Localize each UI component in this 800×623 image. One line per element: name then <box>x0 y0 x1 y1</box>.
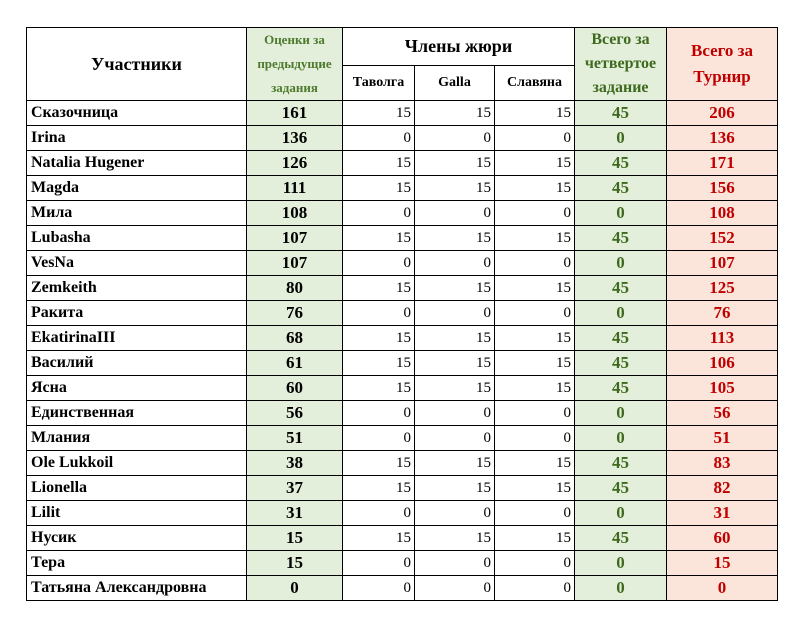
judge-tavolga-score-cell: 15 <box>343 176 415 201</box>
tournament-total-cell: 105 <box>667 376 778 401</box>
judge-galla-score-cell: 0 <box>415 201 495 226</box>
judge-tavolga-score-cell: 15 <box>343 451 415 476</box>
previous-score-cell: 31 <box>247 501 343 526</box>
participant-name-cell: Единственная <box>27 401 247 426</box>
header-judge-tavolga: Таволга <box>343 65 415 101</box>
judge-galla-score-cell: 15 <box>415 101 495 126</box>
judge-tavolga-score-cell: 0 <box>343 501 415 526</box>
fourth-task-score-cell: 45 <box>575 476 667 501</box>
judge-tavolga-score-cell: 0 <box>343 201 415 226</box>
table-row <box>27 226 778 251</box>
previous-score-cell: 111 <box>247 176 343 201</box>
judge-galla-score-cell: 15 <box>415 176 495 201</box>
judge-galla-score-cell: 15 <box>415 226 495 251</box>
participant-name-cell: VesNa <box>27 251 247 276</box>
judge-slavyana-score-cell: 15 <box>495 351 575 376</box>
tournament-total-cell: 82 <box>667 476 778 501</box>
judge-galla-score-cell: 0 <box>415 576 495 601</box>
previous-score-cell: 37 <box>247 476 343 501</box>
tournament-total-cell: 15 <box>667 551 778 576</box>
tournament-total-cell: 76 <box>667 301 778 326</box>
judge-slavyana-score-cell: 15 <box>495 226 575 251</box>
previous-score-cell: 51 <box>247 426 343 451</box>
table-row <box>27 126 778 151</box>
judge-tavolga-score-cell: 0 <box>343 576 415 601</box>
previous-score-cell: 15 <box>247 551 343 576</box>
judge-slavyana-score-cell: 15 <box>495 101 575 126</box>
judge-galla-score-cell: 15 <box>415 476 495 501</box>
table-row <box>27 551 778 576</box>
fourth-task-score-cell: 45 <box>575 526 667 551</box>
table-row <box>27 426 778 451</box>
header-tournament-total: Всего за Турнир <box>667 28 778 101</box>
table-row <box>27 201 778 226</box>
participant-name-cell: Magda <box>27 176 247 201</box>
tournament-total-cell: 171 <box>667 151 778 176</box>
header-previous-scores: Оценки за предыдущие задания <box>247 28 343 101</box>
participant-name-cell: Lionella <box>27 476 247 501</box>
table-row <box>27 576 778 601</box>
fourth-task-score-cell: 0 <box>575 301 667 326</box>
header-fourth-task: Всего за четвертое задание <box>575 28 667 101</box>
judge-tavolga-score-cell: 0 <box>343 301 415 326</box>
table-row <box>27 501 778 526</box>
tournament-total-cell: 107 <box>667 251 778 276</box>
table-row <box>27 326 778 351</box>
judge-tavolga-score-cell: 0 <box>343 401 415 426</box>
participant-name-cell: Lilit <box>27 501 247 526</box>
fourth-task-score-cell: 0 <box>575 426 667 451</box>
judge-slavyana-score-cell: 0 <box>495 301 575 326</box>
table-row <box>27 276 778 301</box>
table-row <box>27 476 778 501</box>
judge-slavyana-score-cell: 15 <box>495 526 575 551</box>
judge-slavyana-score-cell: 0 <box>495 201 575 226</box>
judge-slavyana-score-cell: 15 <box>495 451 575 476</box>
tournament-total-cell: 60 <box>667 526 778 551</box>
tournament-total-cell: 56 <box>667 401 778 426</box>
table-row <box>27 151 778 176</box>
tournament-total-cell: 108 <box>667 201 778 226</box>
tournament-total-cell: 31 <box>667 501 778 526</box>
judge-galla-score-cell: 15 <box>415 151 495 176</box>
participant-name-cell: Zemkeith <box>27 276 247 301</box>
header-judge-galla: Galla <box>415 65 495 101</box>
participant-name-cell: Василий <box>27 351 247 376</box>
judge-tavolga-score-cell: 0 <box>343 251 415 276</box>
participant-name-cell: Ole Lukkoil <box>27 451 247 476</box>
participant-name-cell: Татьяна Александровна <box>27 576 247 601</box>
table-row <box>27 176 778 201</box>
judge-galla-score-cell: 15 <box>415 376 495 401</box>
judge-galla-score-cell: 0 <box>415 501 495 526</box>
judge-galla-score-cell: 15 <box>415 526 495 551</box>
table-row <box>27 301 778 326</box>
results-table <box>26 27 778 601</box>
judge-galla-score-cell: 0 <box>415 426 495 451</box>
table-row <box>27 376 778 401</box>
judge-tavolga-score-cell: 0 <box>343 126 415 151</box>
judge-galla-score-cell: 15 <box>415 276 495 301</box>
judge-tavolga-score-cell: 15 <box>343 151 415 176</box>
previous-score-cell: 0 <box>247 576 343 601</box>
tournament-total-cell: 106 <box>667 351 778 376</box>
tournament-total-cell: 152 <box>667 226 778 251</box>
tournament-total-cell: 83 <box>667 451 778 476</box>
judge-slavyana-score-cell: 0 <box>495 551 575 576</box>
participant-name-cell: Мила <box>27 201 247 226</box>
tournament-total-cell: 206 <box>667 101 778 126</box>
previous-score-cell: 68 <box>247 326 343 351</box>
judge-galla-score-cell: 0 <box>415 251 495 276</box>
fourth-task-score-cell: 45 <box>575 351 667 376</box>
header-judge-slavyana: Славяна <box>495 65 575 101</box>
previous-score-cell: 61 <box>247 351 343 376</box>
judge-tavolga-score-cell: 0 <box>343 551 415 576</box>
tournament-total-cell: 51 <box>667 426 778 451</box>
tournament-total-cell: 0 <box>667 576 778 601</box>
fourth-task-score-cell: 45 <box>575 451 667 476</box>
previous-score-cell: 15 <box>247 526 343 551</box>
previous-score-cell: 108 <box>247 201 343 226</box>
previous-score-cell: 107 <box>247 226 343 251</box>
judge-slavyana-score-cell: 15 <box>495 176 575 201</box>
fourth-task-score-cell: 45 <box>575 226 667 251</box>
previous-score-cell: 126 <box>247 151 343 176</box>
tournament-total-cell: 113 <box>667 326 778 351</box>
tournament-total-cell: 125 <box>667 276 778 301</box>
judge-slavyana-score-cell: 15 <box>495 326 575 351</box>
participant-name-cell: Тера <box>27 551 247 576</box>
judge-tavolga-score-cell: 15 <box>343 526 415 551</box>
judge-galla-score-cell: 0 <box>415 401 495 426</box>
fourth-task-score-cell: 45 <box>575 326 667 351</box>
participant-name-cell: Сказочница <box>27 101 247 126</box>
previous-score-cell: 80 <box>247 276 343 301</box>
participant-name-cell: Natalia Hugener <box>27 151 247 176</box>
judge-tavolga-score-cell: 15 <box>343 476 415 501</box>
fourth-task-score-cell: 0 <box>575 576 667 601</box>
previous-score-cell: 76 <box>247 301 343 326</box>
participant-name-cell: Lubasha <box>27 226 247 251</box>
header-jury: Члены жюри <box>343 28 575 66</box>
judge-slavyana-score-cell: 0 <box>495 126 575 151</box>
participant-name-cell: Irina <box>27 126 247 151</box>
judge-slavyana-score-cell: 0 <box>495 576 575 601</box>
table-row <box>27 101 778 126</box>
judge-galla-score-cell: 15 <box>415 326 495 351</box>
fourth-task-score-cell: 0 <box>575 251 667 276</box>
judge-slavyana-score-cell: 15 <box>495 151 575 176</box>
judge-tavolga-score-cell: 15 <box>343 376 415 401</box>
participant-name-cell: Млания <box>27 426 247 451</box>
table-row <box>27 526 778 551</box>
table-row <box>27 351 778 376</box>
judge-slavyana-score-cell: 0 <box>495 426 575 451</box>
fourth-task-score-cell: 45 <box>575 101 667 126</box>
participant-name-cell: Ракита <box>27 301 247 326</box>
participant-name-cell: Ясна <box>27 376 247 401</box>
judge-slavyana-score-cell: 15 <box>495 376 575 401</box>
judge-tavolga-score-cell: 15 <box>343 326 415 351</box>
participant-name-cell: Нусик <box>27 526 247 551</box>
fourth-task-score-cell: 45 <box>575 176 667 201</box>
previous-score-cell: 56 <box>247 401 343 426</box>
fourth-task-score-cell: 0 <box>575 401 667 426</box>
judge-galla-score-cell: 15 <box>415 451 495 476</box>
fourth-task-score-cell: 45 <box>575 151 667 176</box>
judge-slavyana-score-cell: 15 <box>495 476 575 501</box>
fourth-task-score-cell: 0 <box>575 126 667 151</box>
previous-score-cell: 136 <box>247 126 343 151</box>
judge-galla-score-cell: 0 <box>415 551 495 576</box>
fourth-task-score-cell: 45 <box>575 376 667 401</box>
tournament-total-cell: 136 <box>667 126 778 151</box>
judge-slavyana-score-cell: 0 <box>495 401 575 426</box>
judge-tavolga-score-cell: 0 <box>343 426 415 451</box>
judge-slavyana-score-cell: 0 <box>495 251 575 276</box>
header-participants: Участники <box>27 28 247 101</box>
previous-score-cell: 107 <box>247 251 343 276</box>
judge-galla-score-cell: 15 <box>415 351 495 376</box>
judge-galla-score-cell: 0 <box>415 126 495 151</box>
judge-galla-score-cell: 0 <box>415 301 495 326</box>
previous-score-cell: 38 <box>247 451 343 476</box>
judge-tavolga-score-cell: 15 <box>343 226 415 251</box>
participant-name-cell: EkatirinaIII <box>27 326 247 351</box>
judge-slavyana-score-cell: 0 <box>495 501 575 526</box>
previous-score-cell: 161 <box>247 101 343 126</box>
judge-tavolga-score-cell: 15 <box>343 101 415 126</box>
judge-tavolga-score-cell: 15 <box>343 276 415 301</box>
fourth-task-score-cell: 45 <box>575 276 667 301</box>
table-row <box>27 251 778 276</box>
previous-score-cell: 60 <box>247 376 343 401</box>
fourth-task-score-cell: 0 <box>575 201 667 226</box>
tournament-total-cell: 156 <box>667 176 778 201</box>
fourth-task-score-cell: 0 <box>575 551 667 576</box>
judge-tavolga-score-cell: 15 <box>343 351 415 376</box>
table-row <box>27 451 778 476</box>
fourth-task-score-cell: 0 <box>575 501 667 526</box>
judge-slavyana-score-cell: 15 <box>495 276 575 301</box>
table-row <box>27 401 778 426</box>
